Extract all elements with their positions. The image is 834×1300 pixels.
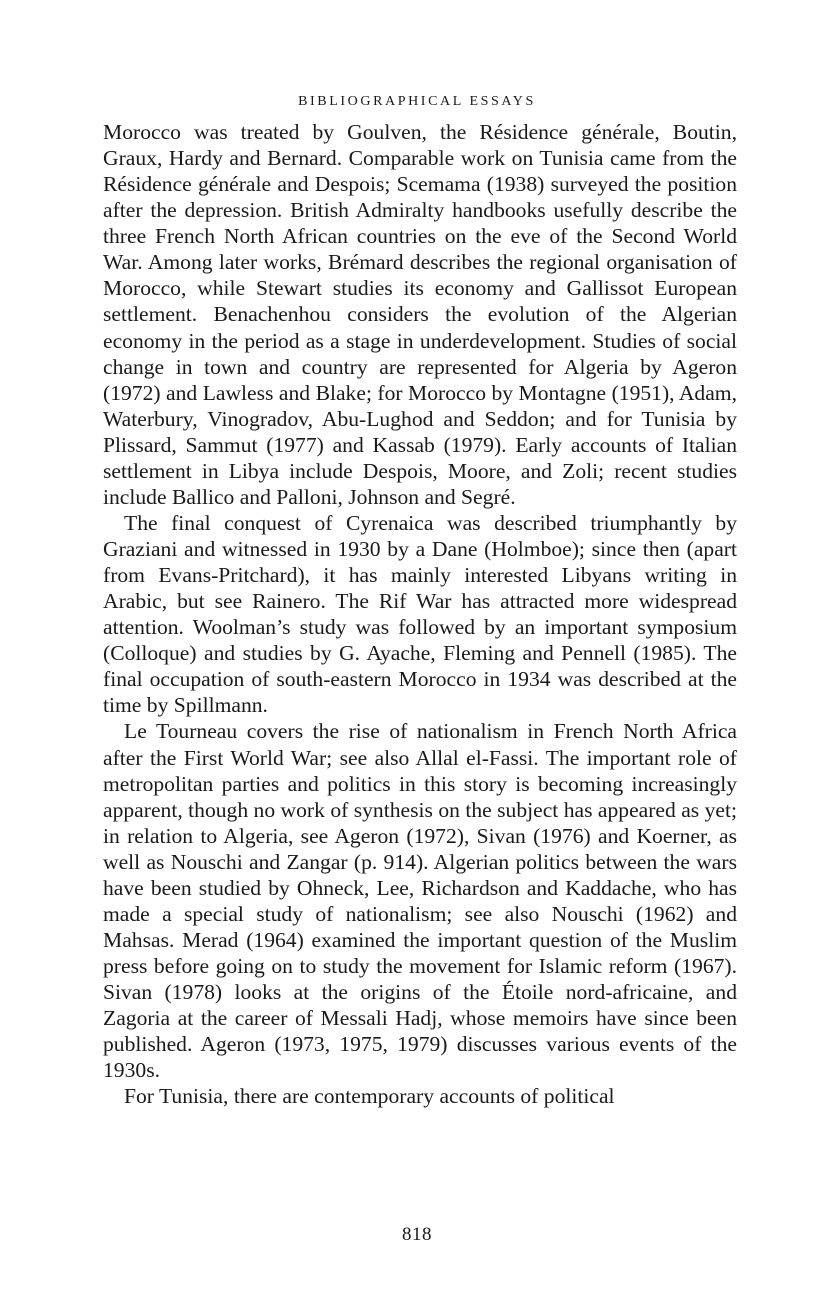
paragraph-1: Morocco was treated by Goulven, the Résidence générale, Boutin, Graux, Hardy and Bernard. Comparable work on Tunisia came from the Résidence générale and Despois; Scemama (1938) surveyed the position after the depression. British Admiralty handbooks usefully describe the three French North African countries on the eve of the Second World War. Among later works, Brémard describes the regional organisation of Morocco, while Stewart studies its economy and Gallissot European settlement. Benachenhou considers the evolution of the Algerian economy in the period as a stage in underdevelopment. Studies of social change in town and country are represented for Algeria by Ageron (1972) and Lawless and Blake; for Morocco by Montagne (1951), Adam, Waterbury, Vinogradov, Abu-Lughod and Seddon; and for Tunisia by Plissard, Sammut (1977) and Kassab (1979). Early accounts of Italian settlement in Libya include Despois, Moore, and Zoli; recent studies include Ballico and Palloni, Johnson and Segré. (103, 120, 737, 509)
paragraph-4: For Tunisia, there are contemporary accounts of political (124, 1084, 615, 1109)
running-head: BIBLIOGRAPHICAL ESSAYS (298, 94, 536, 109)
paragraph-2: The final conquest of Cyrenaica was described triumphantly by Graziani and witnessed in 1930 by a Dane (Holmboe); since then (apart from Evans-Pritchard), it has mainly interested Libyans writing in Arabic, but see Rainero. The Rif War has attracted more widespread attention. Woolman’s study was followed by an important symposium (Colloque) and studies by G. Ayache, Fleming and Pennell (1985). The final occupation of south-eastern Morocco in 1934 was described at the time by Spillmann. (103, 510, 737, 718)
paragraph-3: Le Tourneau covers the rise of nationalism in French North Africa after the First World War; see also Allal el-Fassi. The important role of metropolitan parties and politics in this story is becoming increasingly apparent, though no work of synthesis on the subject has appeared as yet; in relation to Algeria, see Ageron (1972), Sivan (1976) and Koerner, as well as Nouschi and Zangar (p. 914). Algerian politics between the wars have been studied by Ohneck, Lee, Richardson and Kaddache, who has made a special study of nationalism; see also Nouschi (1962) and Mahsas. Merad (1964) examined the important question of the Muslim press before going on to study the movement for Islamic reform (1967). Sivan (1978) looks at the origins of the Étoile nord-africaine, and Zagoria at the career of Messali Hadj, whose memoirs have since been published. Ageron (1973, 1975, 1979) discusses various events of the 1930s. (103, 719, 737, 1083)
page-number: 818 (402, 1224, 432, 1245)
body-text (103, 119, 737, 1109)
